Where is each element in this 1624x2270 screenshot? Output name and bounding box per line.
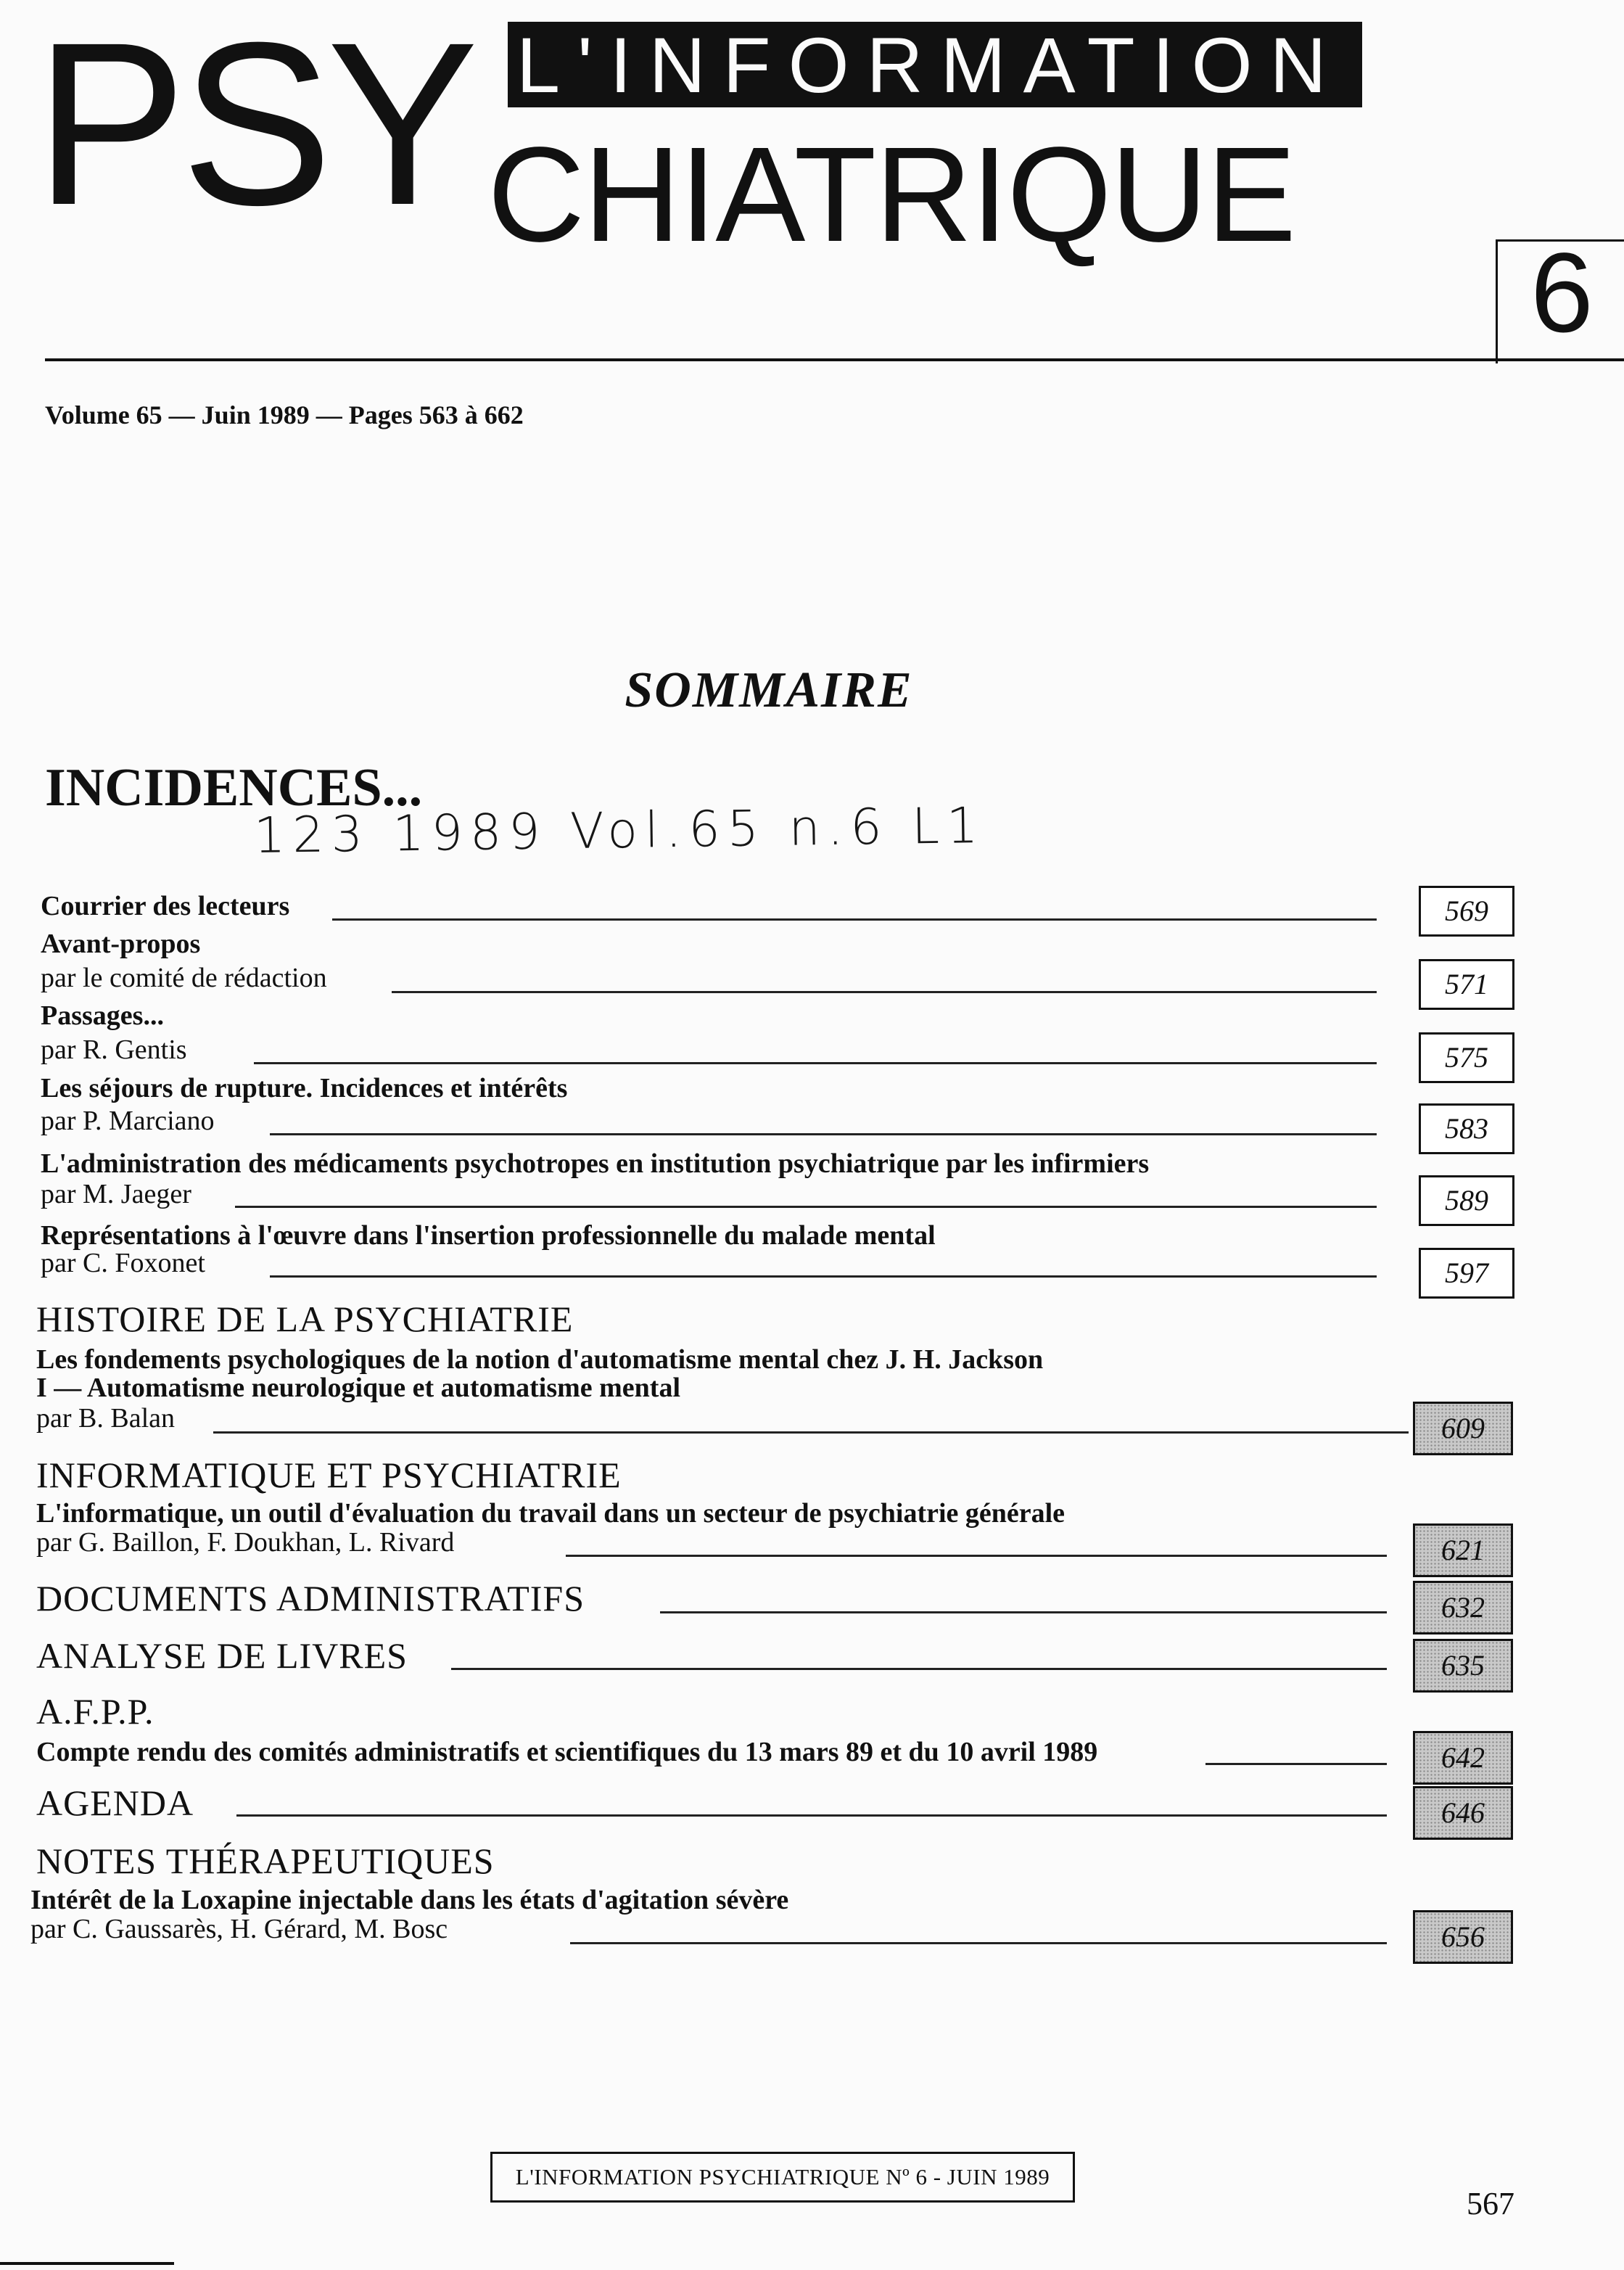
entry-author-histoire: par B. Balan xyxy=(36,1403,176,1434)
entry-author-sejours: par P. Marciano xyxy=(41,1106,215,1136)
entry-title-informatique: L'informatique, un outil d'évaluation du travail dans un secteur de psychiatrie générale xyxy=(36,1498,1066,1529)
page-box-621[interactable]: 621 xyxy=(1413,1523,1513,1577)
leader-rule xyxy=(1205,1763,1387,1765)
folio-page-number: 567 xyxy=(1467,2186,1514,2221)
masthead-rule xyxy=(45,358,1624,361)
entry-author-passages: par R. Gentis xyxy=(41,1035,187,1065)
page-box-571[interactable]: 571 xyxy=(1419,959,1514,1010)
page-box-656[interactable]: 656 xyxy=(1413,1910,1513,1964)
footer-running-title: L'INFORMATION PSYCHIATRIQUE Nº 6 - JUIN 1989 xyxy=(490,2152,1075,2203)
leader-rule xyxy=(270,1275,1377,1278)
issue-line: Volume 65 — Juin 1989 — Pages 563 à 662 xyxy=(45,400,524,429)
leader-rule xyxy=(254,1062,1377,1064)
entry-author-administration: par M. Jaeger xyxy=(41,1179,191,1209)
page-box-642[interactable]: 642 xyxy=(1413,1731,1513,1785)
entry-title-passages: Passages... xyxy=(41,1000,164,1031)
leader-rule xyxy=(660,1611,1387,1613)
entry-author-avant-propos: par le comité de rédaction xyxy=(41,963,327,993)
page-box-646[interactable]: 646 xyxy=(1413,1786,1513,1840)
entry-title-courrier: Courrier des lecteurs xyxy=(41,891,290,921)
bottom-edge-rule xyxy=(0,2262,174,2265)
entry-title-histoire-2: I — Automatisme neurologique et automatisme mental xyxy=(36,1373,681,1403)
section-notes: NOTES THÉRAPEUTIQUES xyxy=(36,1841,495,1881)
leader-rule xyxy=(236,1814,1387,1817)
leader-rule xyxy=(213,1431,1409,1434)
page-box-597[interactable]: 597 xyxy=(1419,1248,1514,1299)
entry-author-representations: par C. Foxonet xyxy=(41,1248,205,1278)
masthead-chiatrique: CHIATRIQUE xyxy=(487,120,1295,270)
entry-author-informatique: par G. Baillon, F. Doukhan, L. Rivard xyxy=(36,1527,455,1558)
leader-rule xyxy=(332,918,1377,921)
leader-rule xyxy=(570,1942,1387,1944)
page-box-583[interactable]: 583 xyxy=(1419,1103,1514,1154)
section-documents: DOCUMENTS ADMINISTRATIFS xyxy=(36,1578,585,1619)
entry-title-administration: L'administration des médicaments psychotropes en institution psychiatrique par les infirmiers xyxy=(41,1148,1150,1179)
entry-title-histoire-1: Les fondements psychologiques de la notion d'automatisme mental chez J. H. Jackson xyxy=(36,1344,1044,1375)
entry-title-sejours: Les séjours de rupture. Incidences et intérêts xyxy=(41,1073,568,1103)
leader-rule xyxy=(392,991,1377,993)
page-box-635[interactable]: 635 xyxy=(1413,1639,1513,1693)
incidences-heading: INCIDENCES... xyxy=(45,758,423,818)
page-box-569[interactable]: 569 xyxy=(1419,886,1514,937)
entry-author-notes: par C. Gaussarès, H. Gérard, M. Bosc xyxy=(30,1914,448,1944)
page-box-575[interactable]: 575 xyxy=(1419,1032,1514,1083)
section-informatique: INFORMATIQUE ET PSYCHIATRIE xyxy=(36,1455,622,1495)
leader-rule xyxy=(235,1206,1377,1208)
masthead-information: L'INFORMATION xyxy=(516,21,1344,109)
entry-title-representations: Représentations à l'œuvre dans l'insertion professionnelle du malade mental xyxy=(41,1220,936,1251)
section-agenda: AGENDA xyxy=(36,1782,194,1823)
page-box-609[interactable]: 609 xyxy=(1413,1402,1513,1455)
sommaire-title: SOMMAIRE xyxy=(625,662,913,718)
section-afpp: A.F.P.P. xyxy=(36,1691,154,1732)
section-analyse: ANALYSE DE LIVRES xyxy=(36,1635,408,1676)
leader-rule xyxy=(566,1555,1387,1557)
leader-rule xyxy=(270,1133,1377,1135)
masthead-psy: PSY xyxy=(35,0,473,253)
page-box-589[interactable]: 589 xyxy=(1419,1175,1514,1226)
leader-rule xyxy=(451,1668,1387,1670)
handwritten-note: 123 1989 Vol.65 n.6 L1 xyxy=(253,797,986,865)
section-histoire: HISTOIRE DE LA PSYCHIATRIE xyxy=(36,1299,574,1339)
entry-title-notes: Intérêt de la Loxapine injectable dans les états d'agitation sévère xyxy=(30,1885,789,1915)
page-box-632[interactable]: 632 xyxy=(1413,1581,1513,1634)
issue-number: 6 xyxy=(1530,230,1594,356)
entry-title-afpp: Compte rendu des comités administratifs et scientifiques du 13 mars 89 et du 10 avril 1989 xyxy=(36,1737,1098,1767)
entry-title-avant-propos: Avant-propos xyxy=(41,929,201,959)
